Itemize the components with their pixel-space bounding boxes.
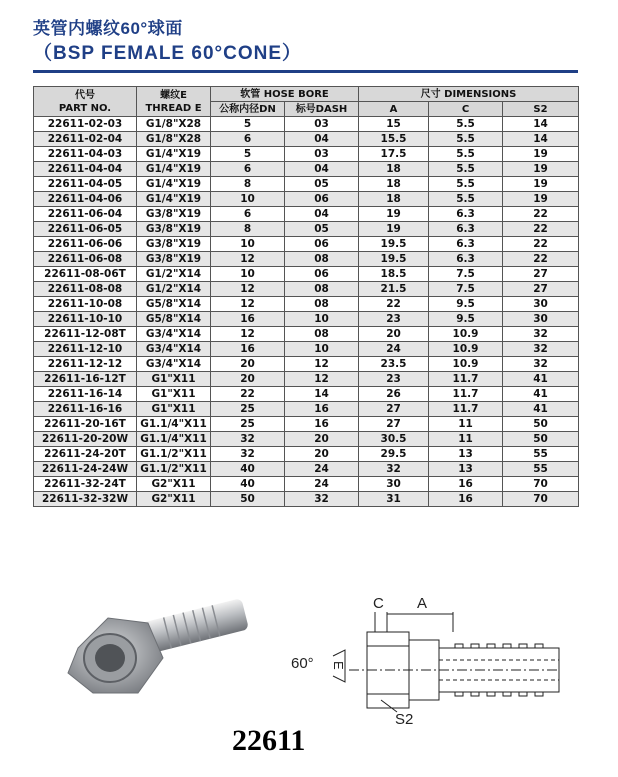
- cell-dn: 32: [211, 447, 285, 462]
- cell-dim-c: 7.5: [429, 267, 503, 282]
- cell-part-no: 22611-04-06: [34, 192, 137, 207]
- table-row: [34, 132, 579, 147]
- cell-thread: G1/2"X14: [137, 282, 211, 297]
- cell-thread: G1/4"X19: [137, 162, 211, 177]
- col-header-thread-cn: 螺纹E: [160, 89, 187, 101]
- cell-dim-a: 15: [359, 117, 429, 132]
- cell-dim-a: 27: [359, 417, 429, 432]
- spec-table-body: [34, 117, 579, 507]
- cell-dash: 04: [285, 162, 359, 177]
- cell-thread: G1/4"X19: [137, 192, 211, 207]
- cell-thread: G1/4"X19: [137, 177, 211, 192]
- cell-dim-s2: 22: [503, 207, 579, 222]
- cell-dim-s2: 50: [503, 432, 579, 447]
- cell-dim-a: 24: [359, 342, 429, 357]
- cell-dim-s2: 41: [503, 402, 579, 417]
- cell-dim-a: 15.5: [359, 132, 429, 147]
- col-header-part-cn: 代号: [75, 89, 95, 101]
- cell-dash: 08: [285, 297, 359, 312]
- col-header-thread-en: THREAD E: [145, 102, 202, 114]
- col-header-c: C: [429, 102, 503, 117]
- cell-dn: 50: [211, 492, 285, 507]
- cell-dash: 04: [285, 132, 359, 147]
- table-row: [34, 252, 579, 267]
- cell-dim-s2: 19: [503, 147, 579, 162]
- cell-dim-c: 6.3: [429, 252, 503, 267]
- label-c: C: [373, 595, 384, 612]
- cell-dash: 05: [285, 222, 359, 237]
- col-header-s2: S2: [503, 102, 579, 117]
- cell-part-no: 22611-24-20T: [34, 447, 137, 462]
- cell-part-no: 22611-10-10: [34, 312, 137, 327]
- cell-dn: 40: [211, 477, 285, 492]
- label-s2: S2: [395, 711, 414, 728]
- cell-thread: G1"X11: [137, 387, 211, 402]
- cell-dim-s2: 41: [503, 387, 579, 402]
- cell-dn: 6: [211, 132, 285, 147]
- cell-part-no: 22611-02-04: [34, 132, 137, 147]
- cell-dn: 12: [211, 327, 285, 342]
- table-row: [34, 387, 579, 402]
- cell-thread: G1/2"X14: [137, 267, 211, 282]
- cell-thread: G2"X11: [137, 492, 211, 507]
- cell-part-no: 22611-06-08: [34, 252, 137, 267]
- cell-dim-c: 5.5: [429, 177, 503, 192]
- table-row: [34, 192, 579, 207]
- table-row: [34, 222, 579, 237]
- cell-dn: 22: [211, 387, 285, 402]
- cell-dim-c: 5.5: [429, 147, 503, 162]
- cell-dn: 20: [211, 357, 285, 372]
- cell-dn: 20: [211, 372, 285, 387]
- cell-thread: G1/4"X19: [137, 147, 211, 162]
- cell-dn: 12: [211, 282, 285, 297]
- cell-part-no: 22611-04-04: [34, 162, 137, 177]
- cell-dim-c: 11.7: [429, 402, 503, 417]
- cell-dash: 12: [285, 372, 359, 387]
- cell-dash: 24: [285, 477, 359, 492]
- table-row: [34, 267, 579, 282]
- cell-thread: G2"X11: [137, 477, 211, 492]
- title-divider: [33, 70, 578, 73]
- cell-dim-s2: 41: [503, 372, 579, 387]
- cell-dim-s2: 22: [503, 252, 579, 267]
- cell-dim-s2: 14: [503, 117, 579, 132]
- table-row: [34, 117, 579, 132]
- cell-part-no: 22611-32-32W: [34, 492, 137, 507]
- table-row: [34, 312, 579, 327]
- cell-dim-c: 6.3: [429, 222, 503, 237]
- cell-dim-c: 9.5: [429, 297, 503, 312]
- cell-dim-s2: 22: [503, 222, 579, 237]
- cell-dn: 16: [211, 312, 285, 327]
- cell-dash: 20: [285, 432, 359, 447]
- cell-thread: G5/8"X14: [137, 297, 211, 312]
- table-row: [34, 282, 579, 297]
- cell-dash: 32: [285, 492, 359, 507]
- cell-dim-a: 30.5: [359, 432, 429, 447]
- cell-dim-a: 32: [359, 462, 429, 477]
- cell-dim-a: 19: [359, 207, 429, 222]
- cell-dim-s2: 55: [503, 462, 579, 477]
- table-row: [34, 447, 579, 462]
- cell-dim-c: 10.9: [429, 342, 503, 357]
- cell-dim-s2: 55: [503, 447, 579, 462]
- cell-dim-a: 27: [359, 402, 429, 417]
- col-header-dash: 标号DASH: [285, 102, 359, 117]
- fitting-photo: [48, 588, 263, 723]
- cell-part-no: 22611-06-05: [34, 222, 137, 237]
- page-title-cn: 英管内螺纹60°球面: [33, 19, 183, 38]
- cell-dim-c: 7.5: [429, 282, 503, 297]
- cell-dim-s2: 27: [503, 282, 579, 297]
- group-header-dimensions: 尺寸 DIMENSIONS: [359, 87, 579, 102]
- cell-dash: 10: [285, 342, 359, 357]
- cell-dim-s2: 19: [503, 177, 579, 192]
- cell-dash: 08: [285, 252, 359, 267]
- cell-dn: 10: [211, 267, 285, 282]
- cell-part-no: 22611-12-10: [34, 342, 137, 357]
- cell-dash: 16: [285, 402, 359, 417]
- cell-dash: 12: [285, 357, 359, 372]
- cell-dn: 32: [211, 432, 285, 447]
- cell-dim-s2: 32: [503, 327, 579, 342]
- table-row: [34, 477, 579, 492]
- table-row: [34, 147, 579, 162]
- table-row: [34, 432, 579, 447]
- cell-dim-a: 29.5: [359, 447, 429, 462]
- cell-dash: 03: [285, 117, 359, 132]
- cell-dim-s2: 30: [503, 312, 579, 327]
- cell-dash: 05: [285, 177, 359, 192]
- model-number: 22611: [232, 724, 306, 757]
- cell-dim-c: 6.3: [429, 237, 503, 252]
- cell-dim-s2: 27: [503, 267, 579, 282]
- cell-dim-c: 5.5: [429, 192, 503, 207]
- cell-part-no: 22611-08-08: [34, 282, 137, 297]
- fitting-bore-inner: [95, 644, 125, 672]
- technical-drawing: [285, 590, 585, 730]
- table-row: [34, 492, 579, 507]
- cell-dn: 8: [211, 222, 285, 237]
- label-e: E: [331, 661, 346, 670]
- cell-dim-s2: 50: [503, 417, 579, 432]
- cell-dash: 08: [285, 327, 359, 342]
- cell-dim-a: 31: [359, 492, 429, 507]
- table-row: [34, 162, 579, 177]
- cell-thread: G1"X11: [137, 402, 211, 417]
- cell-dim-c: 6.3: [429, 207, 503, 222]
- cell-dim-c: 10.9: [429, 327, 503, 342]
- cell-dash: 24: [285, 462, 359, 477]
- cell-dim-s2: 32: [503, 342, 579, 357]
- table-row: [34, 237, 579, 252]
- cell-thread: G3/8"X19: [137, 237, 211, 252]
- cell-dn: 5: [211, 117, 285, 132]
- cell-dim-s2: 19: [503, 162, 579, 177]
- col-header-a: A: [359, 102, 429, 117]
- cell-dim-a: 17.5: [359, 147, 429, 162]
- cell-thread: G1.1/2"X11: [137, 462, 211, 477]
- table-row: [34, 207, 579, 222]
- cell-dim-a: 18.5: [359, 267, 429, 282]
- cell-part-no: 22611-32-24T: [34, 477, 137, 492]
- cell-dn: 40: [211, 462, 285, 477]
- cell-dn: 25: [211, 417, 285, 432]
- cell-thread: G3/8"X19: [137, 222, 211, 237]
- cell-part-no: 22611-02-03: [34, 117, 137, 132]
- table-row: [34, 402, 579, 417]
- cell-dim-c: 5.5: [429, 162, 503, 177]
- cell-thread: G1.1/4"X11: [137, 432, 211, 447]
- cell-dn: 10: [211, 237, 285, 252]
- cell-dim-c: 11: [429, 417, 503, 432]
- cell-dim-c: 11.7: [429, 387, 503, 402]
- cell-part-no: 22611-10-08: [34, 297, 137, 312]
- cell-thread: G3/8"X19: [137, 252, 211, 267]
- cell-dn: 12: [211, 252, 285, 267]
- cell-dn: 16: [211, 342, 285, 357]
- cell-dim-a: 23.5: [359, 357, 429, 372]
- cell-dn: 25: [211, 402, 285, 417]
- cell-dn: 10: [211, 192, 285, 207]
- cell-dim-s2: 19: [503, 192, 579, 207]
- cell-thread: G1"X11: [137, 372, 211, 387]
- cell-dim-a: 19.5: [359, 237, 429, 252]
- page-title-en: （BSP FEMALE 60°CONE）: [33, 43, 303, 64]
- cell-part-no: 22611-16-14: [34, 387, 137, 402]
- cell-thread: G1.1/4"X11: [137, 417, 211, 432]
- cell-dim-a: 19.5: [359, 252, 429, 267]
- cell-thread: G1/8"X28: [137, 132, 211, 147]
- cell-part-no: 22611-06-04: [34, 207, 137, 222]
- cell-dim-c: 16: [429, 477, 503, 492]
- cell-dim-a: 23: [359, 372, 429, 387]
- cell-dim-s2: 32: [503, 357, 579, 372]
- drawing-body: [349, 632, 559, 708]
- cell-dash: 04: [285, 207, 359, 222]
- cell-part-no: 22611-16-12T: [34, 372, 137, 387]
- col-header-part-en: PART NO.: [58, 102, 112, 114]
- cell-dn: 12: [211, 297, 285, 312]
- table-row: [34, 462, 579, 477]
- cell-dim-s2: 22: [503, 237, 579, 252]
- cell-dim-a: 21.5: [359, 282, 429, 297]
- table-row: [34, 342, 579, 357]
- label-angle: 60°: [291, 655, 314, 672]
- table-row: [34, 417, 579, 432]
- cell-part-no: 22611-20-20W: [34, 432, 137, 447]
- cell-dim-a: 18: [359, 162, 429, 177]
- cell-part-no: 22611-24-24W: [34, 462, 137, 477]
- cell-dash: 20: [285, 447, 359, 462]
- group-header-hose: 软管 HOSE BORE: [211, 87, 359, 102]
- cell-dim-c: 5.5: [429, 132, 503, 147]
- cell-dn: 6: [211, 162, 285, 177]
- cell-dash: 06: [285, 192, 359, 207]
- cell-thread: G3/4"X14: [137, 357, 211, 372]
- table-row: [34, 327, 579, 342]
- col-header-part: [34, 87, 137, 117]
- cell-part-no: 22611-04-03: [34, 147, 137, 162]
- table-row: [34, 372, 579, 387]
- cell-dash: 10: [285, 312, 359, 327]
- cell-thread: G5/8"X14: [137, 312, 211, 327]
- table-row: [34, 177, 579, 192]
- cell-part-no: 22611-04-05: [34, 177, 137, 192]
- cell-dim-a: 19: [359, 222, 429, 237]
- cell-dim-s2: 14: [503, 132, 579, 147]
- cell-dash: 16: [285, 417, 359, 432]
- cell-dim-c: 11.7: [429, 372, 503, 387]
- cell-dim-c: 10.9: [429, 357, 503, 372]
- cell-dim-s2: 70: [503, 477, 579, 492]
- cell-dn: 5: [211, 147, 285, 162]
- cell-thread: G3/4"X14: [137, 327, 211, 342]
- cell-dn: 8: [211, 177, 285, 192]
- cell-dim-a: 23: [359, 312, 429, 327]
- label-a: A: [417, 595, 428, 612]
- cell-part-no: 22611-12-08T: [34, 327, 137, 342]
- cell-thread: G1/8"X28: [137, 117, 211, 132]
- cell-part-no: 22611-08-06T: [34, 267, 137, 282]
- cell-dim-a: 20: [359, 327, 429, 342]
- cell-thread: G3/4"X14: [137, 342, 211, 357]
- cell-dim-c: 9.5: [429, 312, 503, 327]
- col-header-dn: 公称内径DN: [211, 102, 285, 117]
- cell-part-no: 22611-16-16: [34, 402, 137, 417]
- cell-part-no: 22611-12-12: [34, 357, 137, 372]
- table-row: [34, 297, 579, 312]
- cell-dash: 08: [285, 282, 359, 297]
- cell-dim-c: 13: [429, 447, 503, 462]
- cell-dim-c: 11: [429, 432, 503, 447]
- cell-dim-s2: 70: [503, 492, 579, 507]
- cell-dash: 06: [285, 267, 359, 282]
- cell-thread: G3/8"X19: [137, 207, 211, 222]
- cell-dim-a: 18: [359, 192, 429, 207]
- cell-dim-s2: 30: [503, 297, 579, 312]
- cell-dim-a: 22: [359, 297, 429, 312]
- cell-dn: 6: [211, 207, 285, 222]
- cell-dim-c: 13: [429, 462, 503, 477]
- cell-part-no: 22611-20-16T: [34, 417, 137, 432]
- cell-thread: G1.1/2"X11: [137, 447, 211, 462]
- cell-dim-a: 30: [359, 477, 429, 492]
- cell-part-no: 22611-06-06: [34, 237, 137, 252]
- col-header-thread: [137, 87, 211, 117]
- cell-dim-c: 5.5: [429, 117, 503, 132]
- cell-dim-a: 18: [359, 177, 429, 192]
- cell-dash: 06: [285, 237, 359, 252]
- cell-dim-c: 16: [429, 492, 503, 507]
- table-row: [34, 357, 579, 372]
- cell-dim-a: 26: [359, 387, 429, 402]
- cell-dash: 14: [285, 387, 359, 402]
- cell-dash: 03: [285, 147, 359, 162]
- spec-table: [33, 86, 579, 507]
